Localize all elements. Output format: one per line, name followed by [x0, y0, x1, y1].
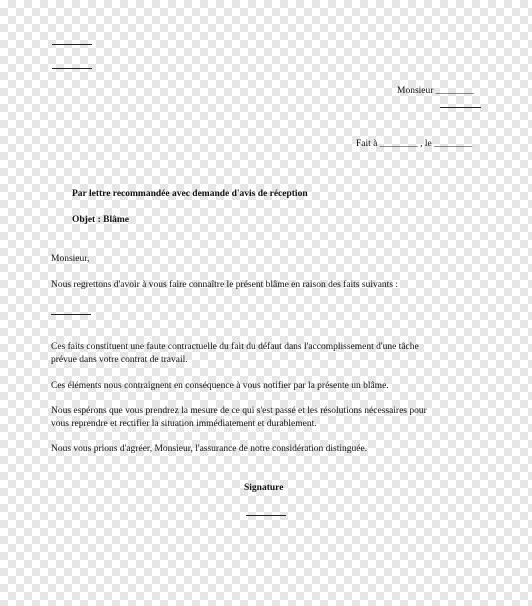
subject: Objet : Blâme: [72, 215, 129, 225]
place-date: Fait à ________ , le ________: [356, 139, 473, 149]
paragraph-3-line-2: vous reprendre et rectifier la situation immédiatement et durablement.: [51, 419, 317, 429]
signature-label: Signature: [244, 483, 284, 493]
sender-line-2: [52, 68, 92, 69]
delivery-mode: Par lettre recommandée avec demande d'avis de réception: [72, 189, 308, 199]
recipient-salutation: Monsieur ________: [397, 86, 474, 96]
paragraph-1-line-2: prévue dans votre contrat de travail.: [51, 355, 188, 365]
signature-line: [246, 515, 286, 516]
sender-line-1: [52, 44, 92, 45]
paragraph-1-line-1: Ces faits constituent une faute contractuelle du fait du défaut dans l'accomplissement d'une tâche: [51, 342, 419, 352]
paragraph-2: Ces éléments nous contraignent en conséquence à vous notifier par la présente un blâme.: [51, 381, 389, 391]
closing: Nous vous prions d'agréer, Monsieur, l'assurance de notre considération distinguée.: [51, 444, 368, 454]
recipient-line-2: [440, 107, 481, 108]
paragraph-3-line-1: Nous espérons que vous prendrez la mesure de ce qui s'est passé et les résolutions nécessaires pour: [51, 406, 427, 416]
intro: Nous regrettons d'avoir à vous faire connaître le présent blâme en raison des faits suivants :: [51, 280, 399, 290]
greeting: Monsieur,: [51, 254, 90, 264]
facts-placeholder-line: [51, 314, 91, 315]
